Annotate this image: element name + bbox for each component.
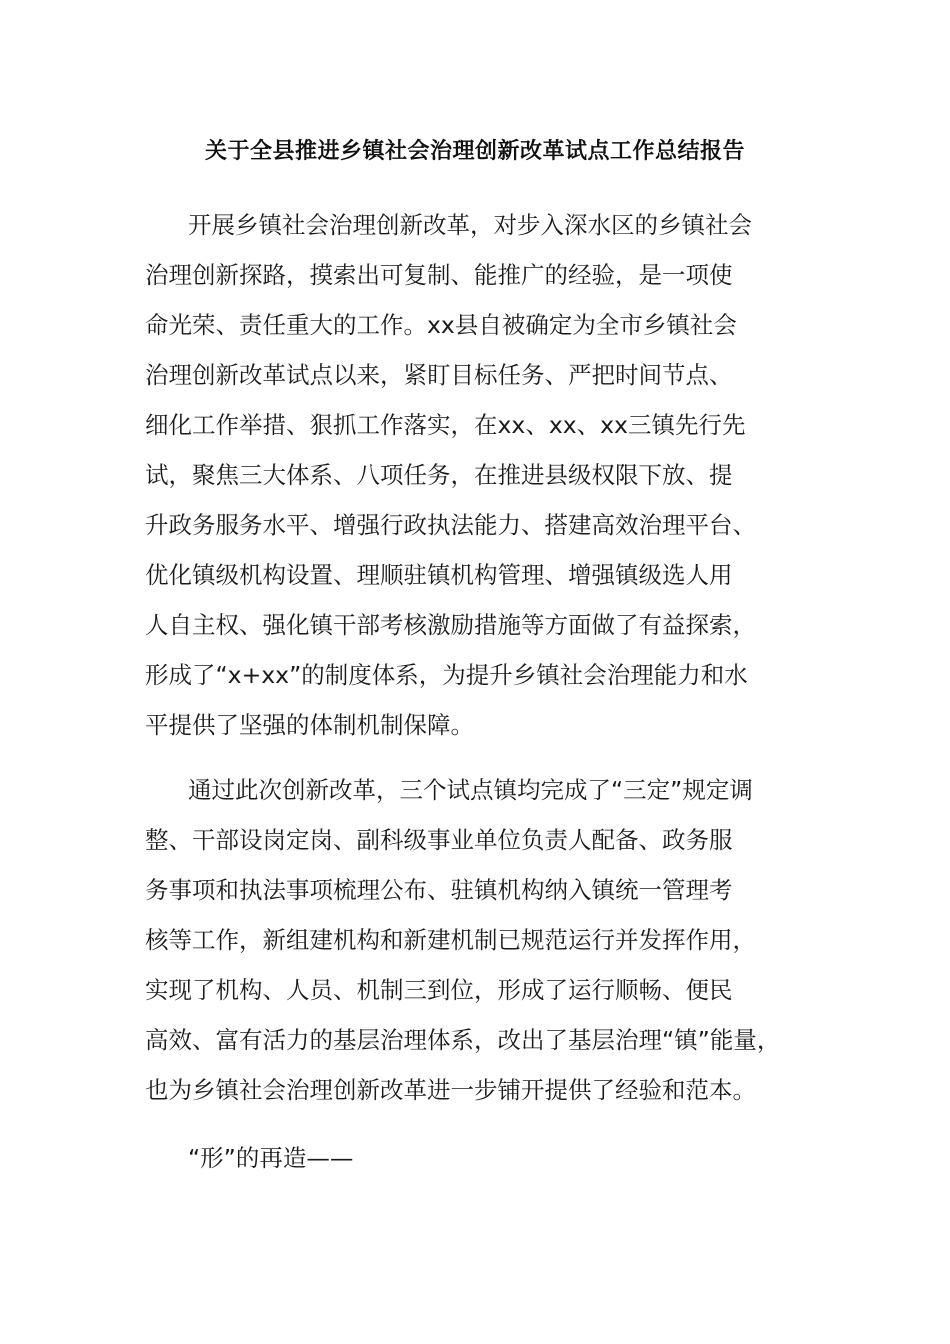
paragraph-line: 通过此次创新改革，三个试点镇均完成了“三定”规定调 [188,776,753,804]
paragraph-line: 整、干部设岗定岗、副科级事业单位负责人配备、政务服 [145,826,733,854]
paragraph-line: 治理创新改革试点以来，紧盯目标任务、严把时间节点、 [145,361,733,389]
paragraph-line: 治理创新探路，摸索出可复制、能推广的经验，是一项使 [145,261,733,289]
paragraph-line: 细化工作举措、狠抓工作落实，在xx、xx、xx三镇先行先 [145,411,746,439]
paragraph-line: 开展乡镇社会治理创新改革，对步入深水区的乡镇社会 [188,211,752,239]
paragraph-2 [145,765,835,1115]
paragraph-1 [145,200,835,750]
paragraph-line: 务事项和执法事项梳理公布、驻镇机构纳入镇统一管理考 [145,876,733,904]
paragraph-line: 高效、富有活力的基层治理体系，改出了基层治理“镇”能量， [145,1026,781,1054]
paragraph-line: 实现了机构、人员、机制三到位，形成了运行顺畅、便民 [145,976,733,1004]
paragraph-line: 优化镇级机构设置、理顺驻镇机构管理、增强镇级选人用 [145,561,733,589]
paragraph-line: 人自主权、强化镇干部考核激励措施等方面做了有益探索， [145,611,756,639]
paragraph-line: 形成了“x+xx”的制度体系，为提升乡镇社会治理能力和水 [145,661,748,689]
paragraph-3 [145,1133,835,1183]
paragraph-line: 试，聚焦三大体系、八项任务，在推进县级权限下放、提 [145,461,733,489]
document-title: 关于全县推进乡镇社会治理创新改革试点工作总结报告 [204,139,745,164]
paragraph-line: 也为乡镇社会治理创新改革进一步铺开提供了经验和范本。 [145,1076,756,1104]
paragraph-line: 平提供了坚强的体制机制保障。 [145,711,474,739]
paragraph-line: 命光荣、责任重大的工作。xx县自被确定为全市乡镇社会 [145,311,737,339]
section-heading-line: “形”的再造—— [188,1144,354,1172]
paragraph-line: 核等工作，新组建机构和新建机制已规范运行并发挥作用， [145,926,756,954]
paragraph-line: 升政务服务水平、增强行政执法能力、搭建高效治理平台、 [145,511,756,539]
